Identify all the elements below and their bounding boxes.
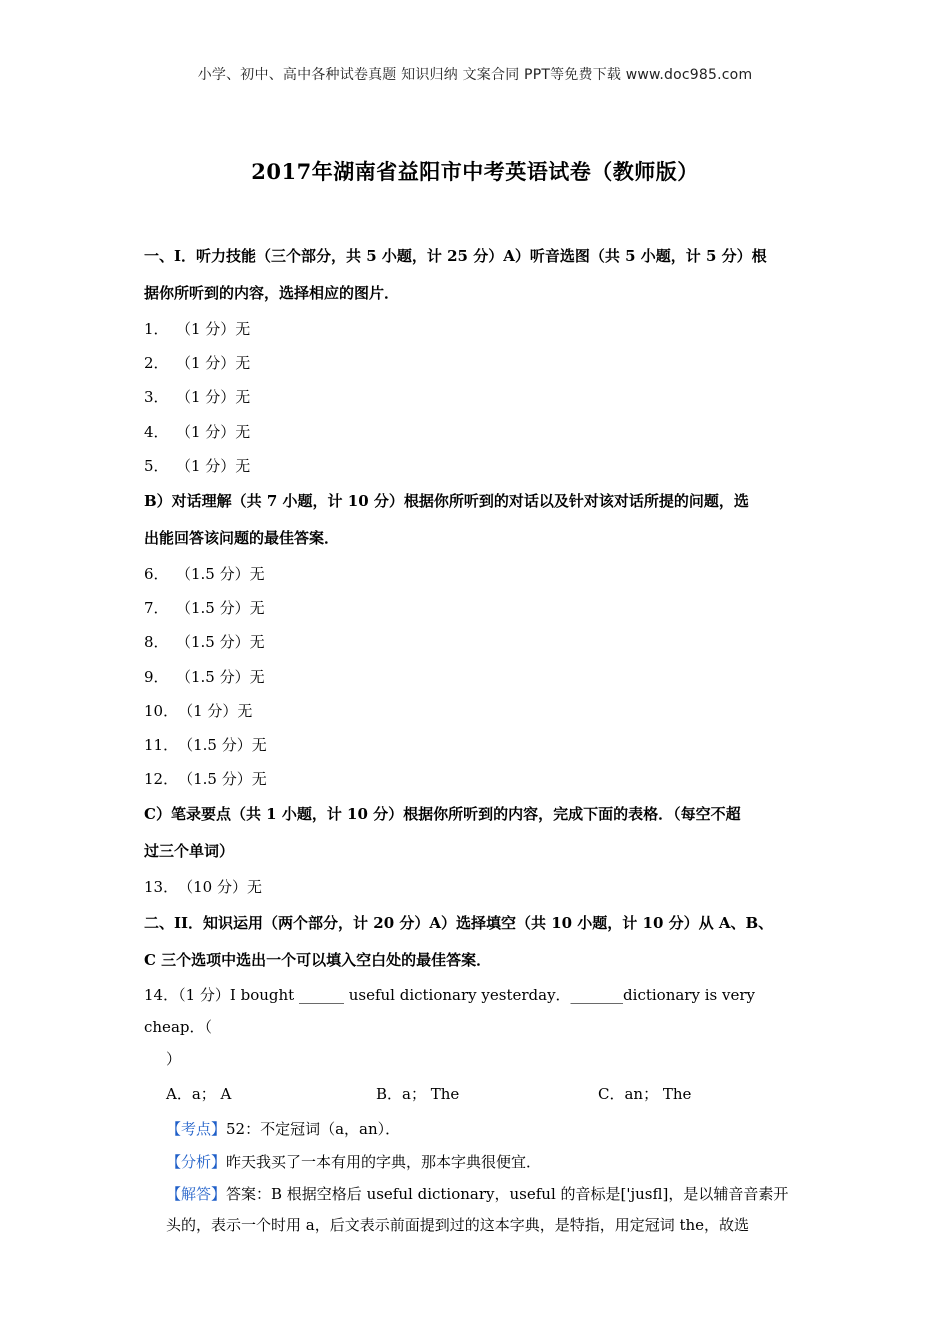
question-number: 8．: [144, 633, 169, 652]
section-2-heading-line-1: 二、II．知识运用（两个部分，计 20 分）A）选择填空（共 10 小题，计 10 分）从 A、B、: [144, 913, 774, 932]
question-number: 7．: [144, 599, 169, 618]
jieda-line-1: [144, 1179, 808, 1210]
question-number: 2．: [144, 354, 169, 373]
section-c-questions: [144, 870, 808, 904]
question-text: （1 分）无: [176, 422, 251, 441]
section-1-heading: [144, 238, 808, 312]
question-text: （1.5 分）无: [178, 770, 267, 789]
kaodian-tag: 【考点】: [166, 1119, 227, 1138]
option-a: A．a； A: [166, 1084, 232, 1103]
question-number: 12．: [144, 770, 179, 789]
question-number: 4．: [144, 422, 169, 441]
question-number: 13．: [144, 878, 179, 897]
fenxi-text: 昨天我买了一本有用的字典，那本字典很便宜．: [226, 1152, 542, 1171]
section-1-questions: [144, 312, 808, 483]
document-body: [144, 238, 808, 1241]
question-14: [144, 979, 808, 1241]
question-item: [144, 346, 808, 380]
question-text: （1.5 分）无: [176, 633, 265, 652]
question-text: （1 分）无: [178, 701, 253, 720]
question-text: （1 分）无: [176, 388, 251, 407]
question-item: [144, 312, 808, 346]
section-c-heading-line-2: 过三个单词）: [144, 842, 235, 861]
section-1-heading-line-2: 据你所听到的内容，选择相应的图片．: [144, 284, 400, 302]
kaodian-line: [144, 1113, 808, 1146]
section-b-heading-line-2: 出能回答该问题的最佳答案．: [144, 529, 340, 548]
question-text: （10 分）无: [178, 878, 262, 897]
question-item: [144, 625, 808, 659]
question-item: [144, 557, 808, 591]
question-number: 3．: [144, 388, 169, 407]
question-14-options: [144, 1075, 808, 1113]
fenxi-tag: 【分析】: [166, 1152, 227, 1171]
question-text: （1.5 分）无: [176, 565, 265, 584]
question-item: [144, 870, 808, 904]
question-item: [144, 449, 808, 483]
section-2-heading-line-2: C 三个选项中选出一个可以填入空白处的最佳答案．: [144, 950, 492, 969]
question-text: （1 分）无: [176, 320, 251, 338]
section-c-heading-line-1: C）笔录要点（共 1 小题，计 10 分）根据你所听到的内容，完成下面的表格．（每空不超: [144, 805, 741, 824]
question-item: [144, 728, 808, 762]
kaodian-text: 52：不定冠词（a，an）．: [226, 1119, 401, 1138]
question-item: [144, 660, 808, 694]
section-b-heading-line-1: B）对话理解（共 7 小题，计 10 分）根据你所听到的对话以及针对该对话所提的问题，选: [144, 492, 749, 511]
question-number: 1．: [144, 320, 169, 338]
jieda-line-2: 头的，表示一个时用 a，后文表示前面提到过的这本字典，是特指，用定冠词 the，故选: [166, 1215, 750, 1234]
question-item: [144, 694, 808, 728]
question-number: 9．: [144, 667, 169, 686]
question-item: [144, 591, 808, 625]
question-number: 11．: [144, 736, 179, 755]
question-text: （1.5 分）无: [176, 599, 265, 618]
question-item: [144, 762, 808, 796]
question-number: 5．: [144, 456, 169, 475]
section-1-heading-line-1: 一、I．听力技能（三个部分，共 5 小题，计 25 分）A）听音选图（共 5 小题，计 5 分）根: [144, 247, 767, 265]
question-text: （1 分）无: [176, 354, 251, 373]
jieda-text-1: 答案：B 根据空格后 useful dictionary，useful 的音标是['jusfl]，是以辅音音素开: [226, 1184, 789, 1203]
question-text: （1.5 分）无: [176, 667, 265, 686]
section-b-questions: [144, 557, 808, 796]
section-2-heading: [144, 905, 808, 979]
question-number: 10．: [144, 701, 179, 720]
question-14-stem-line-1: 14．（1 分）I bought ______ useful dictionary yesterday．_______dictionary is very cheap．（: [144, 985, 755, 1036]
document-title: 2017年湖南省益阳市中考英语试卷（教师版）: [251, 159, 699, 184]
option-c: C．an； The: [598, 1084, 692, 1103]
page-header: 小学、初中、高中各种试卷真题 知识归纳 文案合同 PPT等免费下载 www.doc985.com: [197, 67, 753, 83]
jieda-tag: 【解答】: [166, 1184, 227, 1203]
option-b: B．a； The: [376, 1084, 460, 1103]
section-b-heading: [144, 483, 808, 557]
question-text: （1 分）无: [176, 456, 251, 475]
fenxi-line: [144, 1146, 808, 1179]
section-c-heading: [144, 796, 808, 870]
question-item: [144, 380, 808, 414]
question-14-stem-line-2: ）: [166, 1049, 182, 1068]
question-item: [144, 415, 808, 449]
question-text: （1.5 分）无: [178, 736, 267, 755]
question-number: 6．: [144, 565, 169, 584]
